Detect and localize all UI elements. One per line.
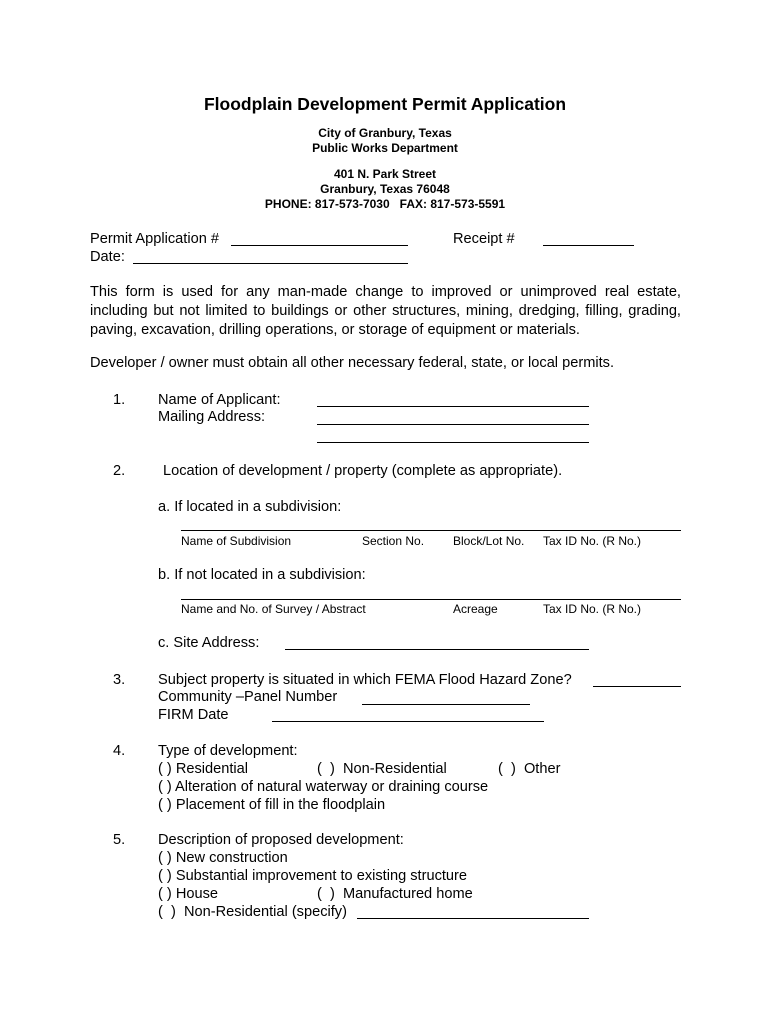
block-lot-column: Block/Lot No. xyxy=(453,534,525,548)
date-label: Date: xyxy=(90,249,125,265)
flood-zone-label: Subject property is situated in which FEMA Flood Hazard Zone? xyxy=(158,672,572,688)
non-residential-option[interactable]: ( ) Non-Residential xyxy=(317,761,447,777)
subdivision-label: a. If located in a subdivision: xyxy=(158,499,342,515)
flood-zone-field[interactable] xyxy=(593,686,681,687)
date-field[interactable] xyxy=(133,263,408,264)
development-type-heading: Type of development: xyxy=(158,743,298,759)
residential-option[interactable]: ( ) Residential xyxy=(158,761,249,777)
site-address-label: c. Site Address: xyxy=(158,635,260,651)
other-option[interactable]: ( ) Other xyxy=(498,761,561,777)
substantial-improvement-option[interactable]: ( ) Substantial improvement to existing structure xyxy=(158,868,468,884)
section-5-number: 5. xyxy=(113,832,126,848)
panel-number-field[interactable] xyxy=(362,704,530,705)
section-no-column: Section No. xyxy=(362,534,425,548)
street-address: 401 N. Park Street xyxy=(333,167,437,181)
receipt-number-field[interactable] xyxy=(543,245,634,246)
section-2-number: 2. xyxy=(113,463,126,479)
fill-placement-option[interactable]: ( ) Placement of fill in the floodplain xyxy=(158,797,386,813)
contact-info: PHONE: 817-573-7030 FAX: 817-573-5591 xyxy=(264,197,506,211)
receipt-number-label: Receipt # xyxy=(453,231,515,247)
new-construction-option[interactable]: ( ) New construction xyxy=(158,850,288,866)
survey-field-line[interactable] xyxy=(181,599,681,600)
proposed-development-heading: Description of proposed development: xyxy=(158,832,404,848)
non-subdivision-label: b. If not located in a subdivision: xyxy=(158,567,366,583)
intro-paragraph: This form is used for any man-made change to improved or unimproved real estate, including but not limited to buildings or other structures, mining, dredging, filling, grading, paving, excavation, drilling operations, or storage of equipment or materials. xyxy=(90,284,681,338)
subdivision-name-column: Name of Subdivision xyxy=(181,534,292,548)
mailing-address-field-1[interactable] xyxy=(317,424,589,425)
non-residential-specify-option[interactable]: ( ) Non-Residential (specify) xyxy=(158,904,347,920)
acreage-column: Acreage xyxy=(453,602,498,616)
manufactured-home-option[interactable]: ( ) Manufactured home xyxy=(317,886,473,902)
tax-id-column-a: Tax ID No. (R No.) xyxy=(543,534,642,548)
tax-id-column-b: Tax ID No. (R No.) xyxy=(543,602,642,616)
applicant-name-field[interactable] xyxy=(317,406,589,407)
site-address-field[interactable] xyxy=(285,649,589,650)
city-name: City of Granbury, Texas xyxy=(318,126,452,140)
mailing-address-field-2[interactable] xyxy=(317,442,589,443)
department-name: Public Works Department xyxy=(312,141,458,155)
section-3-number: 3. xyxy=(113,672,126,688)
firm-date-label: FIRM Date xyxy=(158,707,229,723)
section-1-number: 1. xyxy=(113,392,126,408)
mailing-address-label: Mailing Address: xyxy=(158,409,266,425)
city-zip: Granbury, Texas 76048 xyxy=(320,182,450,196)
permits-notice: Developer / owner must obtain all other necessary federal, state, or local permits. xyxy=(90,355,614,371)
panel-number-label: Community –Panel Number xyxy=(158,689,338,705)
section-4-number: 4. xyxy=(113,743,126,759)
applicant-name-label: Name of Applicant: xyxy=(158,392,281,408)
house-option[interactable]: ( ) House xyxy=(158,886,219,902)
location-heading: Location of development / property (complete as appropriate). xyxy=(163,463,563,479)
permit-number-label: Permit Application # xyxy=(90,231,219,247)
subdivision-field-line[interactable] xyxy=(181,530,681,531)
survey-abstract-column: Name and No. of Survey / Abstract xyxy=(181,602,366,616)
non-residential-specify-field[interactable] xyxy=(357,918,589,919)
permit-number-field[interactable] xyxy=(231,245,408,246)
alteration-option[interactable]: ( ) Alteration of natural waterway or draining course xyxy=(158,779,489,795)
firm-date-field[interactable] xyxy=(272,721,544,722)
page-title: Floodplain Development Permit Application xyxy=(203,94,567,114)
